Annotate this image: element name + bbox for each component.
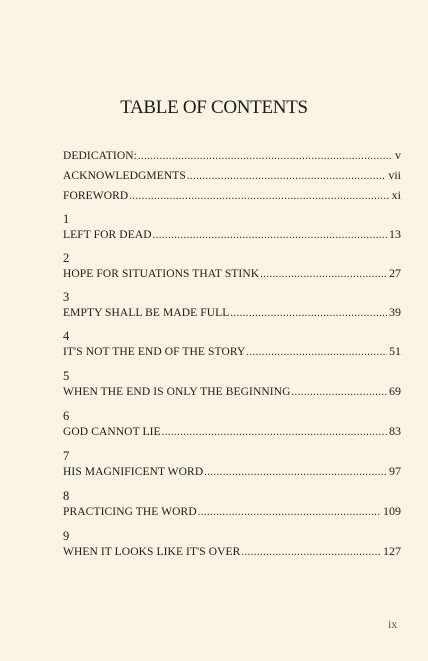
chapter-title: PRACTICING THE WORD (63, 506, 197, 518)
toc-chapter-1 (63, 212, 401, 242)
chapter-page-number: 13 (389, 227, 401, 241)
dot-leader (129, 189, 389, 205)
chapter-page-number: 83 (389, 424, 401, 438)
toc-entry-dedication (63, 147, 401, 163)
toc-chapter-4 (63, 329, 401, 359)
chapter-number: 5 (63, 369, 70, 383)
dot-leader (153, 228, 387, 244)
chapter-number: 9 (63, 529, 70, 543)
dot-leader (241, 545, 381, 561)
page-folio: ix (388, 617, 398, 631)
chapter-title: HIS MAGNIFICENT WORD (63, 466, 204, 478)
chapter-title: WHEN THE END IS ONLY THE BEGINNING (63, 386, 291, 398)
chapter-number: 1 (63, 212, 70, 226)
dot-leader (198, 505, 381, 521)
entry-title: DEDICATION: (63, 150, 137, 162)
toc-entry-acknowledgments (63, 167, 401, 183)
chapter-page-number: 69 (389, 384, 401, 398)
chapter-page-number: 127 (383, 544, 401, 558)
dot-leader (187, 169, 386, 185)
chapter-number: 3 (63, 290, 70, 304)
chapter-title: GOD CANNOT LIE (63, 426, 161, 438)
toc-chapter-5 (63, 369, 401, 399)
dot-leader (260, 267, 387, 283)
chapter-number: 7 (63, 449, 70, 463)
chapter-title: HOPE FOR SITUATIONS THAT STINK (63, 268, 260, 280)
chapter-number: 2 (63, 251, 70, 265)
chapter-number: 4 (63, 329, 70, 343)
toc-chapter-7 (63, 449, 401, 479)
chapter-page-number: 51 (389, 344, 401, 358)
dot-leader (204, 465, 387, 481)
entry-page-number: vii (388, 168, 401, 182)
chapter-number: 8 (63, 489, 70, 503)
entry-title: ACKNOWLEDGMENTS (63, 170, 186, 182)
toc-entry-foreword (63, 187, 401, 203)
chapter-title: EMPTY SHALL BE MADE FULL (63, 307, 230, 319)
entry-title: FOREWORD (63, 190, 129, 202)
entry-page-number: v (395, 148, 401, 162)
toc-chapter-2 (63, 251, 401, 281)
dot-leader (162, 425, 387, 441)
chapter-page-number: 39 (389, 305, 401, 319)
toc-chapter-6 (63, 409, 401, 439)
chapter-title: LEFT FOR DEAD (63, 229, 152, 241)
toc-chapter-8 (63, 489, 401, 519)
entry-page-number: xi (391, 188, 401, 202)
dot-leader (138, 149, 393, 165)
chapter-page-number: 27 (389, 266, 401, 280)
chapter-page-number: 97 (389, 464, 401, 478)
dot-leader (246, 345, 387, 361)
chapter-title: WHEN IT LOOKS LIKE IT'S OVER (63, 546, 241, 558)
chapter-page-number: 109 (383, 504, 401, 518)
toc-chapter-3 (63, 290, 401, 320)
toc-chapter-9 (63, 529, 401, 559)
page-title: TABLE OF CONTENTS (120, 97, 308, 118)
dot-leader (292, 385, 387, 401)
chapter-number: 6 (63, 409, 70, 423)
dot-leader (230, 306, 387, 322)
chapter-title: IT'S NOT THE END OF THE STORY (63, 346, 246, 358)
